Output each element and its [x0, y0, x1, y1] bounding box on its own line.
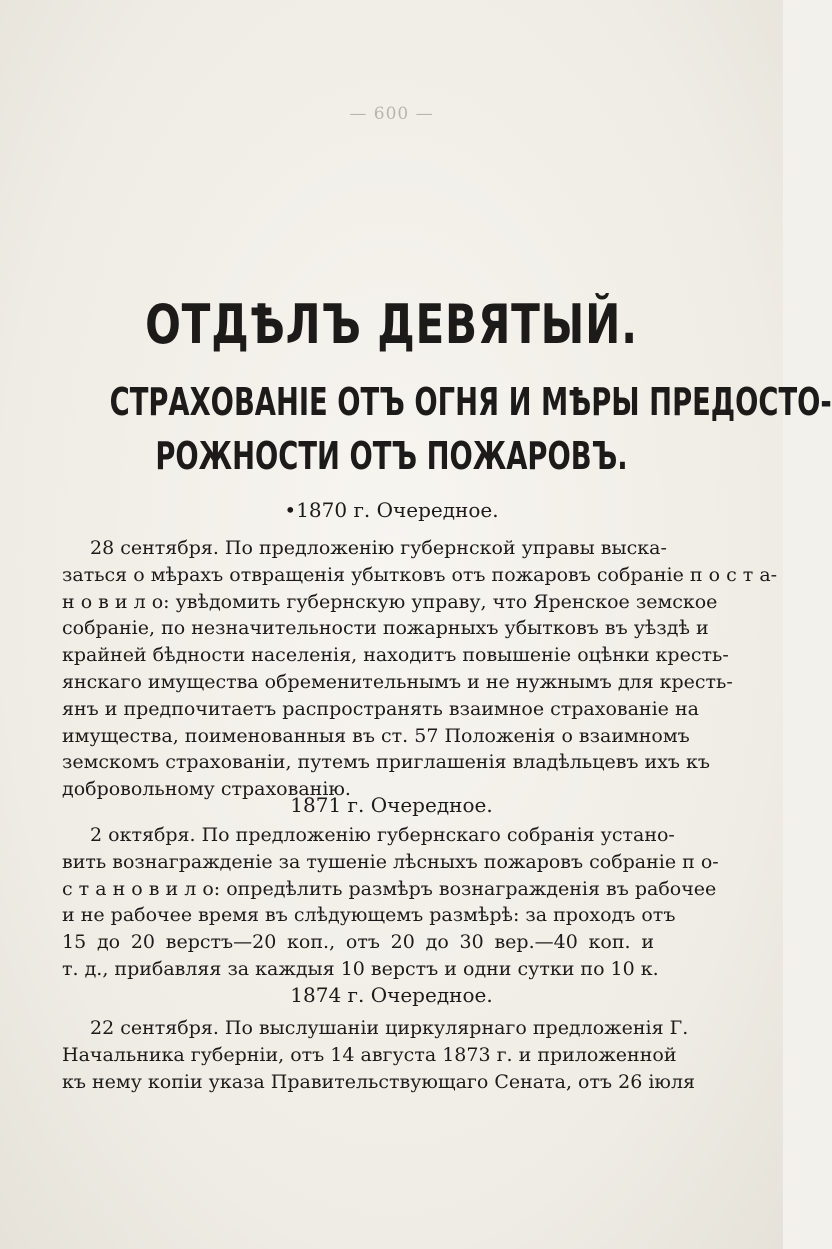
- text-line: 2 октября. По предложенію губернскаго собранія устано-: [90, 824, 675, 846]
- text-line: 22 сентября. По выслушаніи циркулярнаго предложенія Г.: [90, 1017, 689, 1039]
- text-line: собраніе, по незначительности пожарныхъ убытковъ въ уѣздѣ и: [62, 617, 709, 640]
- text-line: Начальника губерніи, отъ 14 августа 1873 г. и приложенной: [62, 1043, 677, 1066]
- text-line: с т а н о в и л о: опредѣлить размѣръ вознагражденія въ рабочее: [62, 877, 717, 900]
- text-line: крайней бѣдности населенія, находитъ повышеніе оцѣнки кресть-: [62, 644, 729, 667]
- paragraph-1870: [62, 535, 778, 803]
- session-heading-1870: •1870 г. Очередное.: [284, 498, 499, 522]
- paragraph-1874: [62, 1015, 696, 1095]
- section-subtitle: [0, 375, 832, 483]
- text-line: янъ и предпочитаетъ распространять взаимное страхованіе на: [62, 697, 699, 720]
- page-number: — 600 —: [349, 104, 434, 124]
- text-line: заться о мѣрахъ отвращенія убытковъ отъ пожаровъ собраніе п о с т а-: [62, 563, 778, 586]
- subtitle-line: СТРАХОВАНІЕ ОТЪ ОГНЯ И МѢРЫ ПРЕДОСТО-: [109, 380, 832, 424]
- text-line: янскаго имущества обременительнымъ и не нужнымъ для кресть-: [62, 670, 733, 693]
- text-line: къ нему копіи указа Правительствующаго Сената, отъ 26 іюля: [62, 1070, 696, 1093]
- text-line: 15 до 20 верстъ—20 коп., отъ 20 до 30 вер.—40 коп. и: [62, 931, 654, 954]
- text-line: имущества, поименованныя въ ст. 57 Положенія о взаимномъ: [62, 724, 690, 747]
- text-line: земскомъ страхованіи, путемъ приглашенія владѣльцевъ ихъ къ: [62, 751, 710, 774]
- paragraph-1871: [62, 822, 719, 983]
- text-line: добровольному страхованію.: [62, 778, 351, 801]
- subtitle-line: РОЖНОСТИ ОТЪ ПОЖАРОВЪ.: [155, 434, 628, 478]
- text-line: т. д., прибавляя за каждыя 10 верстъ и одни сутки по 10 к.: [62, 957, 659, 980]
- text-line: 28 сентября. По предложенію губернской управы выска-: [90, 537, 667, 559]
- section-title: ОТДѢЛЪ ДЕВЯТЫЙ.: [145, 293, 638, 356]
- session-heading-1871: 1871 г. Очередное.: [290, 793, 493, 817]
- text-line: н о в и л о: увѣдомить губернскую управу, что Яренское земское: [62, 590, 718, 613]
- session-heading-1874: 1874 г. Очередное.: [290, 983, 493, 1007]
- text-line: и не рабочее время въ слѣдующемъ размѣрѣ: за проходъ отъ: [62, 904, 676, 927]
- text-line: вить вознагражденіе за тушеніе лѣсныхъ пожаровъ собраніе п о-: [62, 850, 719, 873]
